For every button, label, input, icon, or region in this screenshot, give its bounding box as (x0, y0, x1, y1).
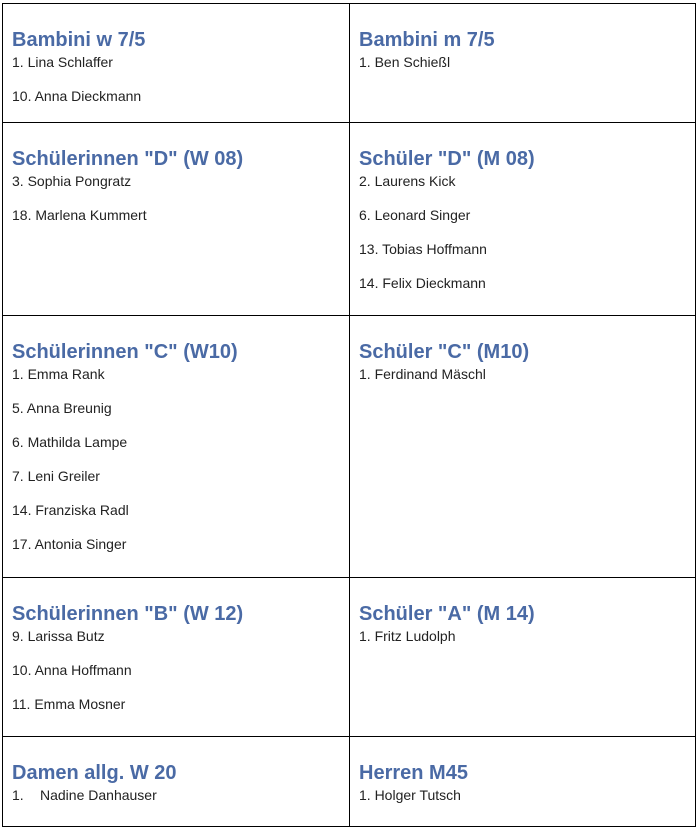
results-list (12, 366, 341, 552)
result-entry: 3. Sophia Pongratz (12, 173, 132, 189)
result-entry: 18. Marlena Kummert (12, 207, 147, 223)
result-entry: 1. Ferdinand Mäschl (359, 366, 486, 382)
category-cell (350, 316, 696, 578)
table-row (3, 578, 696, 737)
category-title: Herren M45 (359, 762, 468, 784)
result-rank: 1. (12, 787, 24, 803)
results-list (359, 787, 687, 803)
category-title: Schüler "A" (M 14) (359, 603, 535, 625)
result-entry: 1. Fritz Ludolph (359, 628, 456, 644)
table-row (3, 4, 696, 123)
category-title: Bambini w 7/5 (12, 29, 146, 51)
category-cell (3, 316, 350, 578)
results-list (359, 173, 687, 291)
result-entry: 2. Laurens Kick (359, 173, 456, 189)
category-cell (3, 737, 350, 827)
results-table (2, 3, 696, 827)
result-entry: 5. Anna Breunig (12, 400, 112, 416)
result-entry: 1. Holger Tutsch (359, 787, 461, 803)
result-entry: 7. Leni Greiler (12, 468, 100, 484)
result-entry: 1. Ben Schießl (359, 54, 451, 70)
category-title: Schülerinnen "B" (W 12) (12, 603, 244, 625)
result-entry: 10. Anna Hoffmann (12, 662, 132, 678)
results-list (359, 366, 687, 382)
result-entry: 14. Franziska Radl (12, 502, 129, 518)
results-list (359, 628, 687, 644)
category-cell (3, 578, 350, 737)
result-name: Nadine Danhauser (40, 787, 157, 803)
result-entry: 6. Mathilda Lampe (12, 434, 128, 450)
category-title: Bambini m 7/5 (359, 29, 495, 51)
category-title: Schüler "C" (M10) (359, 341, 530, 363)
category-cell (350, 578, 696, 737)
category-title: Damen allg. W 20 (12, 762, 177, 784)
category-cell (3, 4, 350, 123)
category-cell (350, 123, 696, 316)
result-entry: 13. Tobias Hoffmann (359, 241, 487, 257)
category-title: Schülerinnen "C" (W10) (12, 341, 238, 363)
category-cell (3, 123, 350, 316)
category-cell (350, 4, 696, 123)
results-list (12, 787, 341, 803)
results-list (12, 628, 341, 712)
category-cell (350, 737, 696, 827)
result-entry (12, 787, 341, 803)
category-title: Schüler "D" (M 08) (359, 148, 535, 170)
table-row (3, 316, 696, 578)
table-row (3, 737, 696, 827)
result-entry: 1. Emma Rank (12, 366, 105, 382)
result-entry: 1. Lina Schlaffer (12, 54, 113, 70)
category-title: Schülerinnen "D" (W 08) (12, 148, 244, 170)
result-entry: 17. Antonia Singer (12, 536, 127, 552)
result-entry: 10. Anna Dieckmann (12, 88, 142, 104)
result-entry: 11. Emma Mosner (12, 696, 126, 712)
table-row (3, 123, 696, 316)
results-list (359, 54, 687, 70)
result-entry: 14. Felix Dieckmann (359, 275, 486, 291)
results-list (12, 54, 341, 104)
results-list (12, 173, 341, 223)
result-entry: 9. Larissa Butz (12, 628, 105, 644)
result-entry: 6. Leonard Singer (359, 207, 471, 223)
